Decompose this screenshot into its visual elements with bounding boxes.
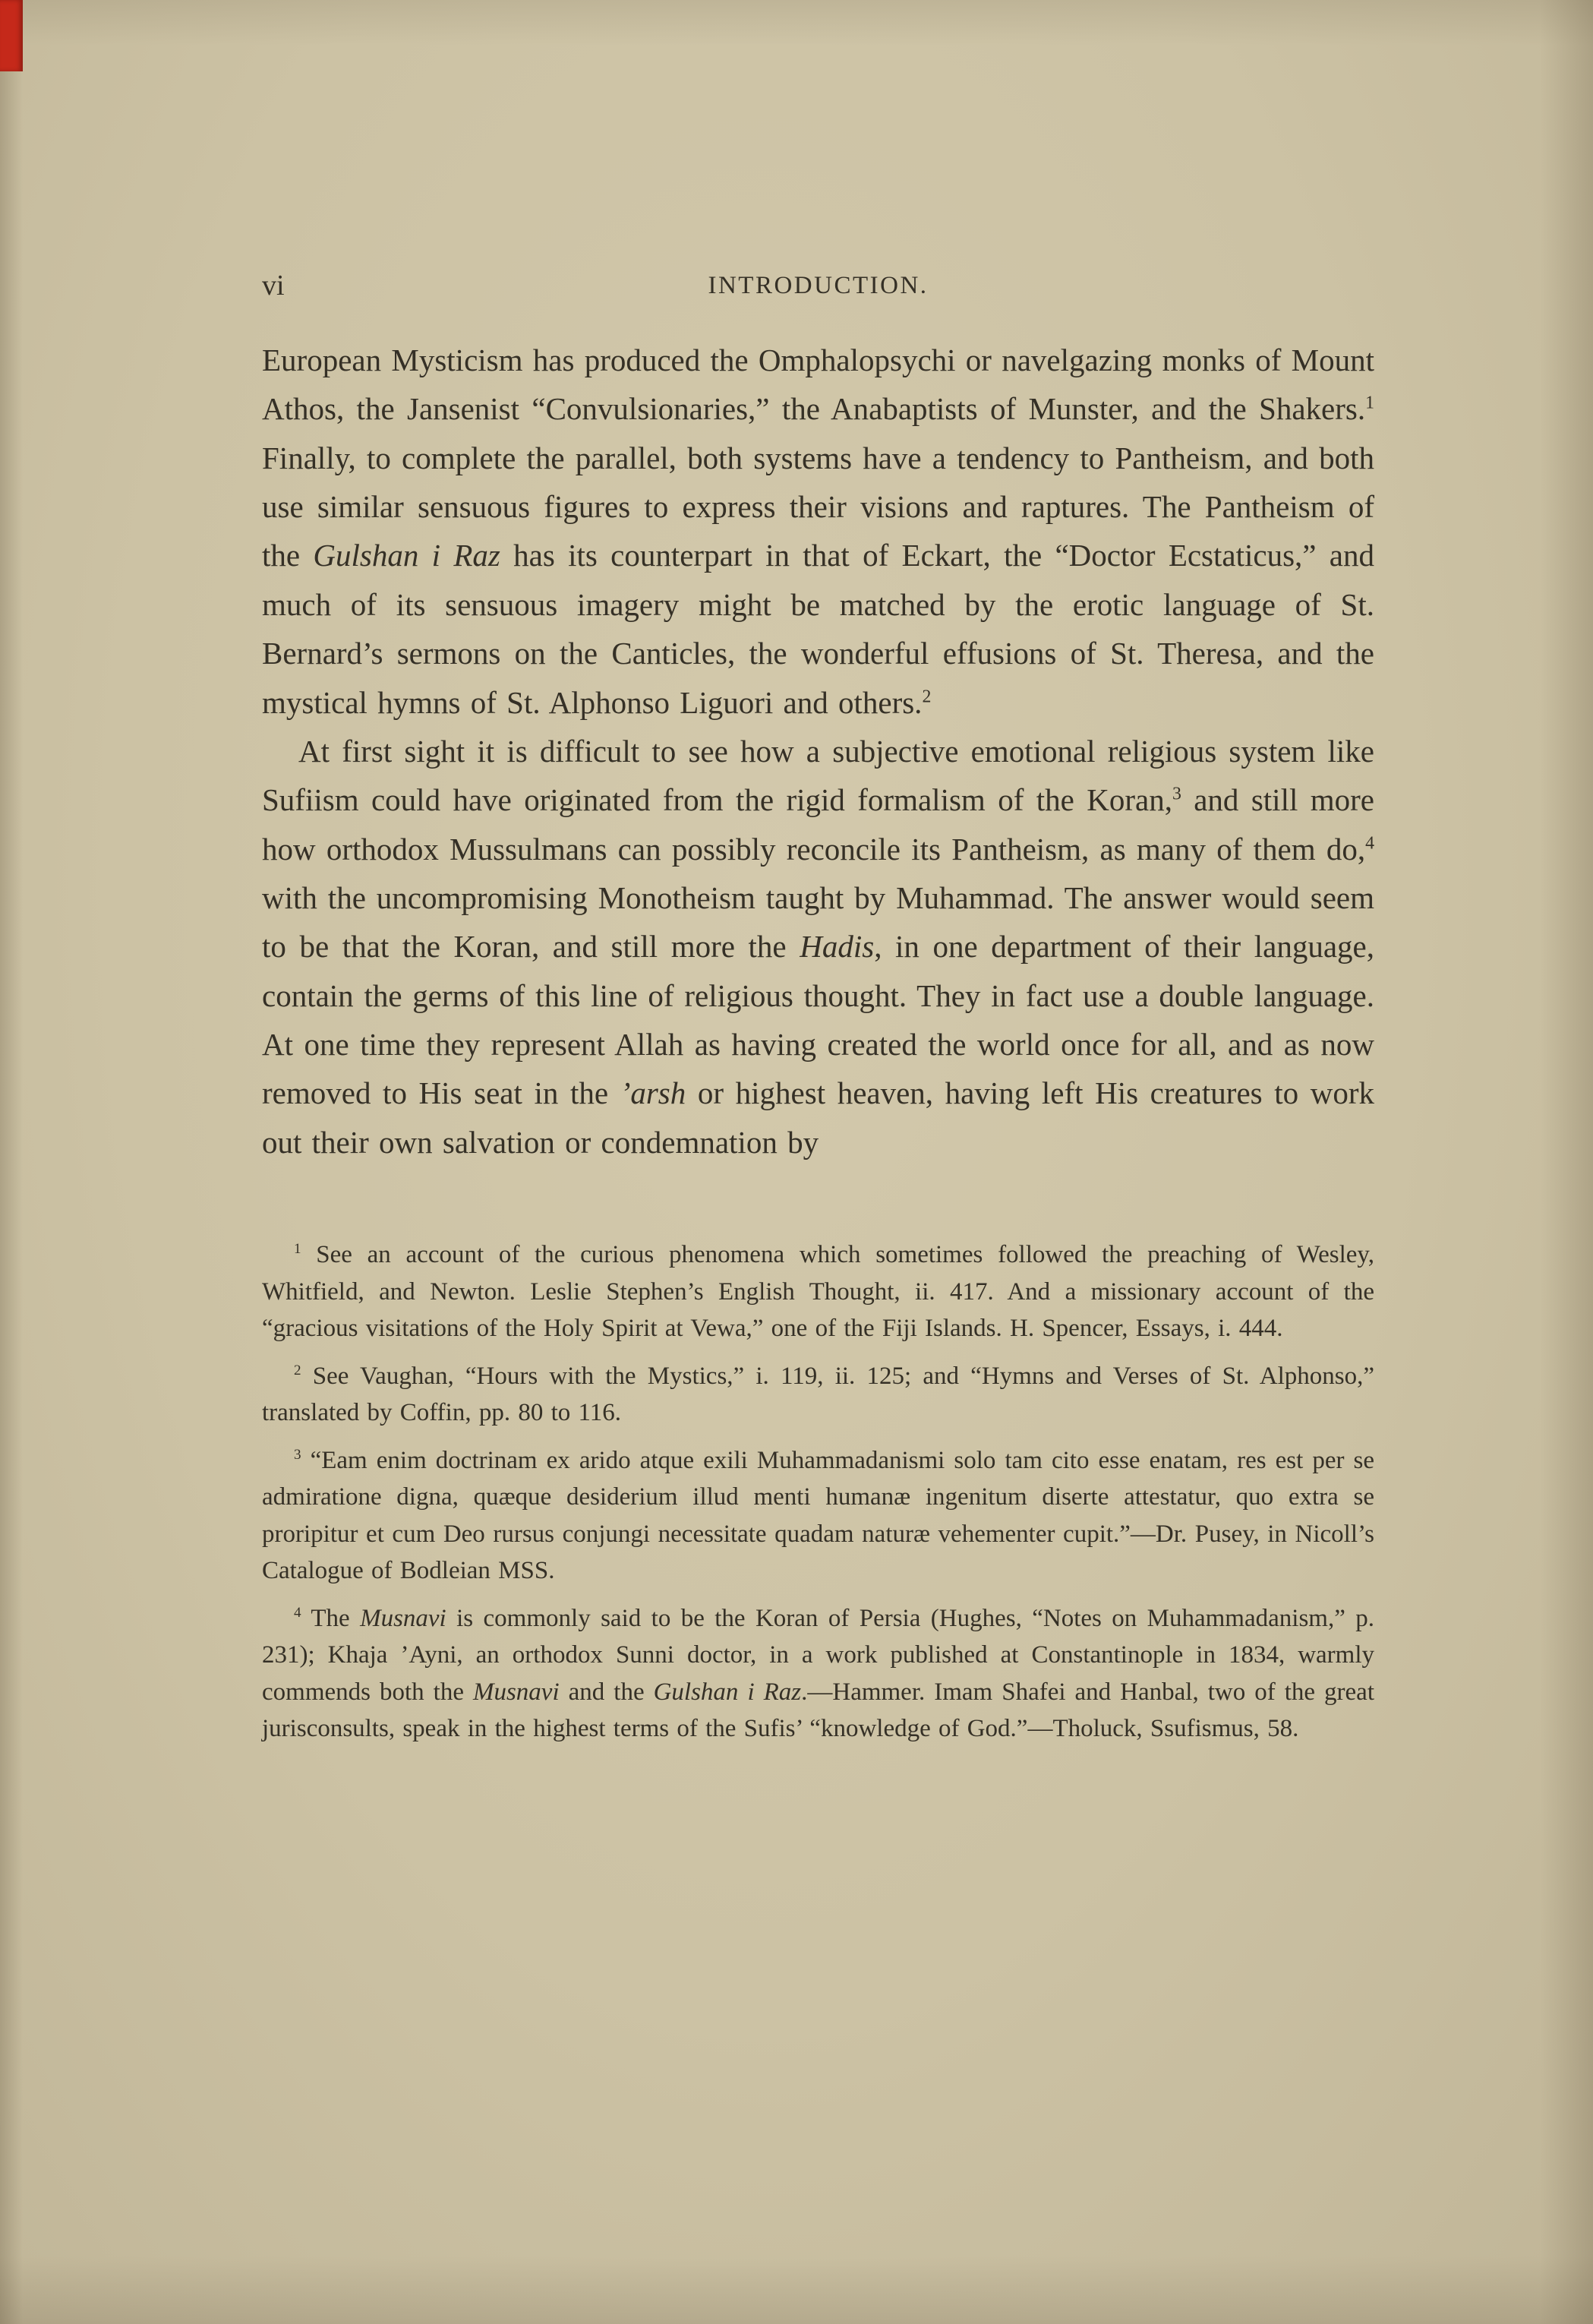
footnote-marker: 3 [1172, 784, 1181, 804]
text-run: At first sight it is difficult to see how a subjective emotional religious system like Sufiism could have originated from the rigid formalism of the Koran, [262, 733, 1374, 818]
text-run: or highest heaven, having left His creatures to work out their own salvation or condemnation by [262, 1075, 1374, 1160]
italic-text: Musnavi [472, 1678, 560, 1706]
text-run: European Mysticism has produced the Omphalopsychi or navelgazing monks of Mount Athos, the Jansenist “Convulsionaries,” the Anabaptists of Munster, and the Shakers. [262, 343, 1374, 427]
page-content [262, 267, 1374, 1748]
text-run: with the uncompromising Monotheism taught by Muhammad. The answer would seem to be that the Koran, and still more the [262, 879, 1374, 965]
text-run: has its counterpart in that of Eckart, the “Doctor Ecstaticus,” and much of its sensuous imagery might be matched by the erotic language of St. Bernard’s sermons on the Canticles, the wonderful effusions of St. Theresa, and the mystical hymns of St. Alphonso Liguori and others. [262, 538, 1374, 720]
footnote-marker: 3 [294, 1446, 301, 1463]
italic-text: Musnavi [360, 1604, 446, 1632]
text-run: , in one department of their language, contain the germs of this line of religious thought. They in fact use a double language. At one time they represent Allah as having created the world once for all, and as now removed to His seat in the [262, 929, 1374, 1111]
body-paragraph [262, 336, 1374, 727]
italic-text: Hadis [800, 929, 875, 965]
text-run: Finally, to complete the parallel, both systems have a tendency to Pantheism, and both use similar sensuous figures to express their visions and raptures. The Pantheism of the [262, 440, 1374, 573]
text-run: “Eam enim doctrinam ex arido atque exili Muhammadanismi solo tam cito esse enatam, res est per se admiratione digna, quæque desiderium illud menti humanæ ingenitum diserte attestatur, quo extra se proripitur et cum Deo rursus conjungi necessitate quadam naturæ vehementer cupit.”—Dr. Pusey, in Nicoll’s Catalogue of Bodleian MSS. [262, 1446, 1374, 1585]
page-number: vi [262, 270, 285, 302]
footnote [262, 1600, 1374, 1748]
text-run: and still more how orthodox Mussulmans can possibly reconcile its Pantheism, as many of them do, [262, 782, 1374, 867]
footnote-marker: 2 [294, 1362, 301, 1378]
body-paragraph [262, 727, 1374, 1167]
page-title: INTRODUCTION. [708, 272, 929, 299]
footnote [262, 1442, 1374, 1590]
footnote-marker: 4 [1365, 832, 1374, 853]
italic-text: ’arsh [620, 1075, 686, 1111]
footnote-marker: 4 [294, 1604, 301, 1621]
footnote-marker: 2 [922, 686, 932, 706]
text-run: is commonly said to be the Koran of Persia (Hughes, “Notes on Muhammadanism,” p. 231); Khaja ’Ayni, an orthodox Sunni doctor, in a work published at Constantinople in 1834, warmly commends both the [262, 1604, 1374, 1706]
footnote-marker: 1 [294, 1241, 301, 1258]
text-run: and the [559, 1678, 654, 1706]
running-header [262, 267, 1374, 328]
text-run: The [301, 1604, 361, 1632]
footnotes [262, 1236, 1374, 1748]
text-run: See Vaughan, “Hours with the Mystics,” i. 119, ii. 125; and “Hymns and Verses of St. Alphonso,” translated by Coffin, pp. 80 to 116. [262, 1362, 1374, 1427]
footnote [262, 1358, 1374, 1432]
italic-text: Gulshan i Raz [653, 1678, 802, 1706]
text-run: See an account of the curious phenomena which sometimes followed the preaching of Wesley, Whitfield, and Newton. Leslie Stephen’s English Thought, ii. 417. And a missionary account of the “gracious visitations of the Holy Spirit at Vewa,” one of the Fiji Islands. H. Spencer, Essays, i. 444. [262, 1241, 1374, 1343]
red-edge-mark [0, 0, 23, 71]
footnote [262, 1236, 1374, 1347]
text-run: .—Hammer. Imam Shafei and Hanbal, two of the great jurisconsults, speak in the highest terms of the Sufis’ “knowledge of God.”—Tholuck, Ssufismus, 58. [262, 1678, 1374, 1743]
italic-text: Gulshan i Raz [313, 538, 500, 573]
body-text [262, 336, 1374, 1167]
footnote-marker: 1 [1365, 393, 1374, 413]
